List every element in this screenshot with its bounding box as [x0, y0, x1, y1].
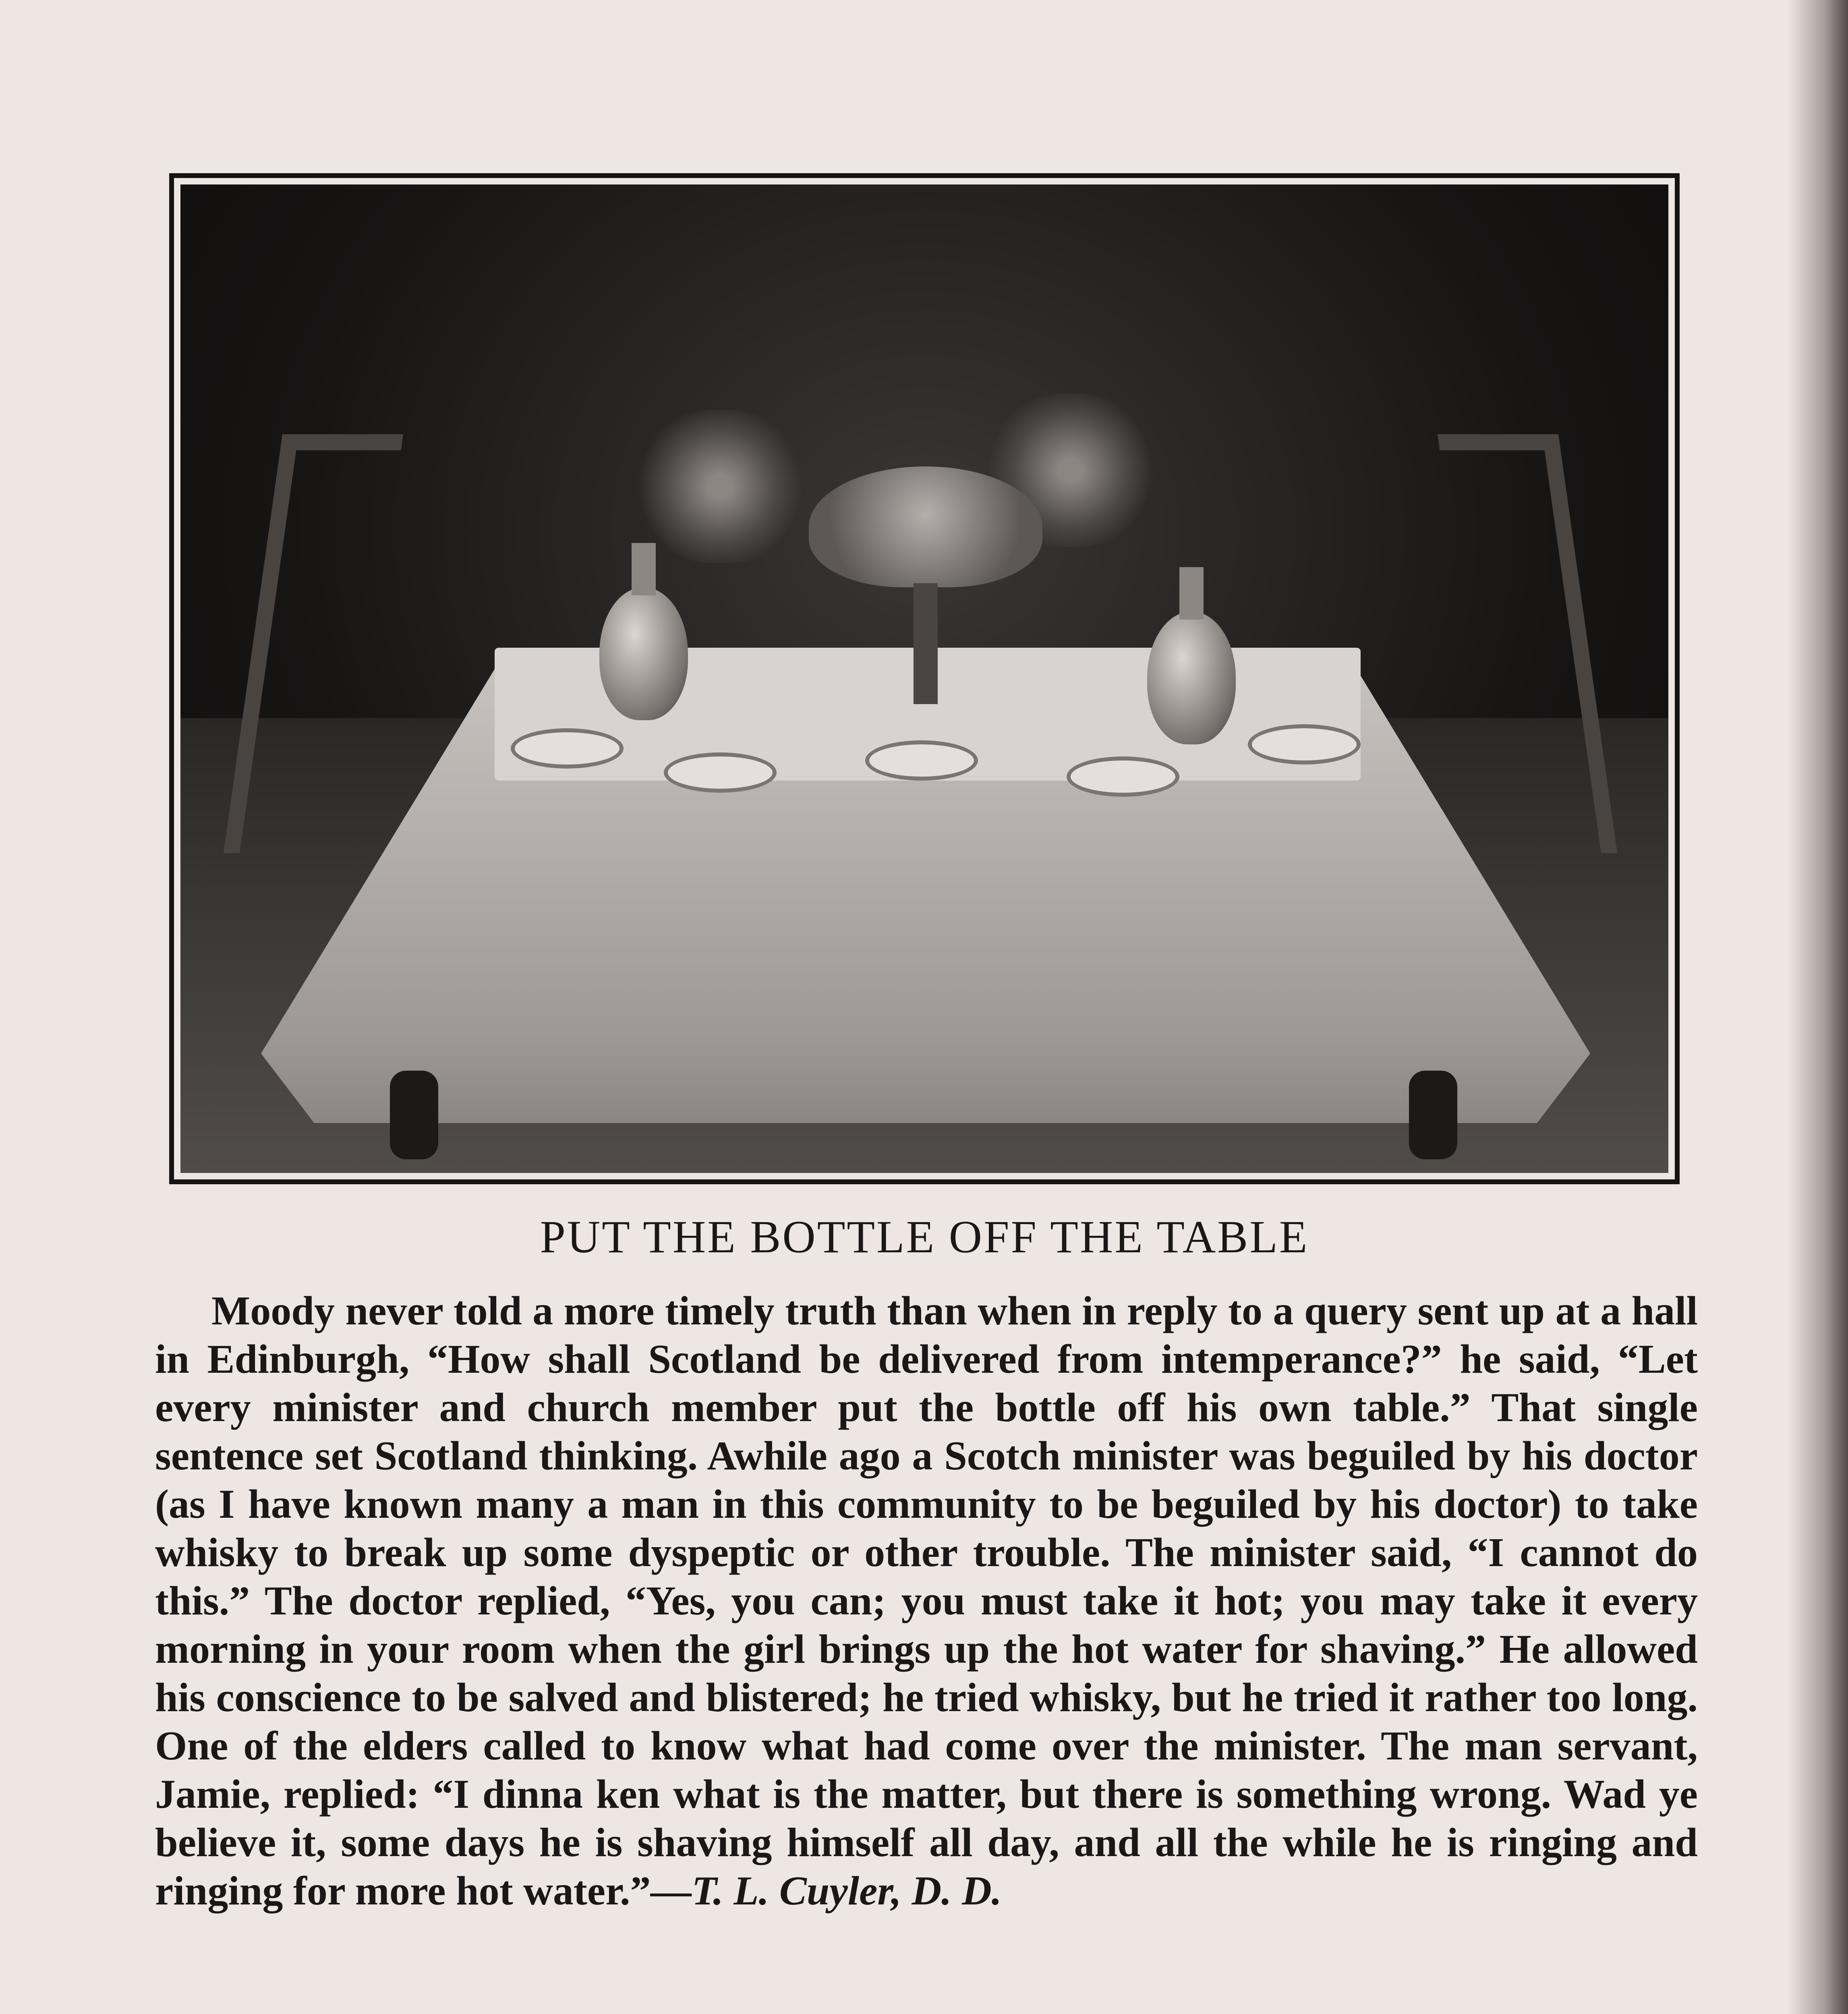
- page-spine-shadow: [1788, 0, 1848, 2014]
- dinner-plate: [865, 740, 978, 781]
- dinner-plate: [1248, 724, 1361, 765]
- table-photograph: [169, 173, 1680, 1184]
- paragraph-text: Moody never told a more timely truth than when in reply to a query sent up at a hall in Edinburgh, “How shall Scotland be delivered from intemperance?” he said, “Let every minister and church member put the bottle off his own table.” That single sentence set Scotland thinking. Awhile ago a Scotch minister was beguiled by his doctor (as I have known many a man in this community to be beguiled by his doctor) to take whisky to break up some dyspeptic or other trouble. The minister said, “I cannot do this.” The doctor replied, “Yes, you can; you must take it hot; you may take it every morning in your room when the girl brings up the hot water for shaving.” He allowed his conscience to be salved and blistered; he tried whisky, but he tried it rather too long. One of the elders called to know what had come over the minister. The man servant, Jamie, replied: “I dinna ken what is the matter, but there is something wrong. Wad ye believe it, some days he is shaving himself all day, and all the while he is ringing and ringing for more hot water.”: [155, 1288, 1698, 1914]
- photo-image: [180, 184, 1668, 1173]
- water-decanter: [599, 587, 688, 720]
- flower-bouquet: [636, 410, 805, 563]
- table-leg: [1409, 1071, 1457, 1159]
- dinner-plate: [1067, 756, 1179, 797]
- fruit-bowl: [809, 466, 1042, 587]
- dinner-plate: [511, 728, 624, 769]
- water-decanter: [1147, 611, 1236, 744]
- dinner-plate: [664, 752, 777, 793]
- figure-caption: PUT THE BOTTLE OFF THE TABLE: [540, 1211, 1309, 1262]
- paragraph-moody: [155, 1287, 1698, 1915]
- author-credit: —T. L. Cuyler, D. D.: [651, 1868, 1002, 1914]
- table-leg: [390, 1071, 438, 1159]
